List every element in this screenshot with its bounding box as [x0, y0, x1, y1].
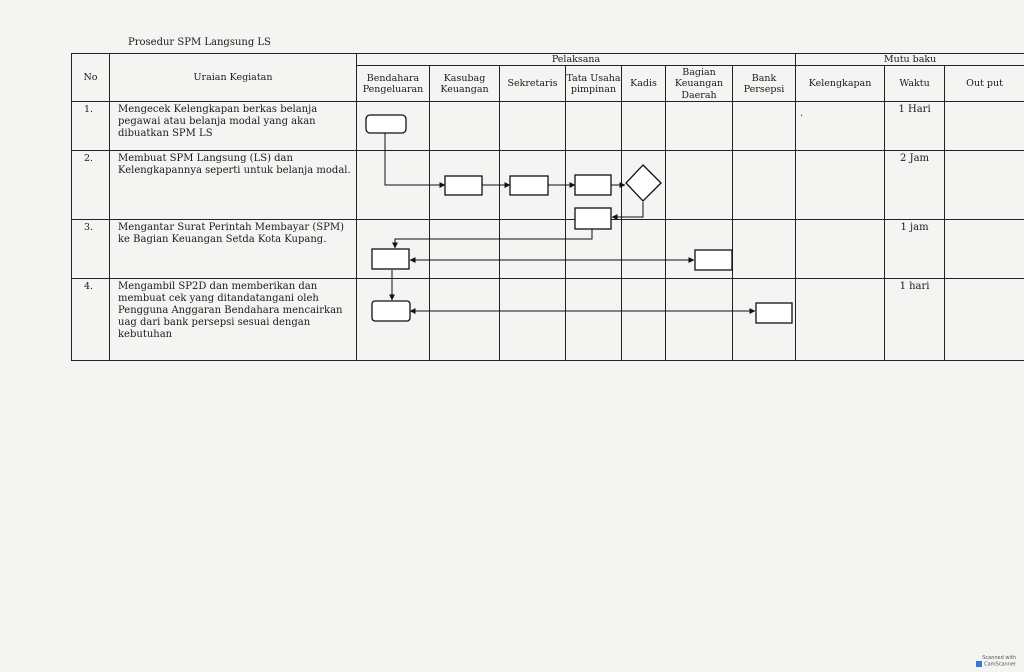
- row-number: 2.: [72, 151, 110, 220]
- cell-sekretaris: [500, 220, 566, 279]
- row-number: 1.: [72, 102, 110, 151]
- header-pelaksana: Pelaksana: [357, 54, 796, 66]
- cell-bagian-keuangan: [666, 220, 733, 279]
- header-bank-persepsi: Bank Persepsi: [733, 66, 796, 102]
- header-no: No: [72, 54, 110, 102]
- cell-bendahara: [357, 279, 430, 361]
- cell-bagian-keuangan: [666, 102, 733, 151]
- row-number: 3.: [72, 220, 110, 279]
- cell-bagian-keuangan: [666, 151, 733, 220]
- row-output: [945, 102, 1024, 151]
- cell-bendahara: [357, 102, 430, 151]
- row-output: [945, 279, 1024, 361]
- table-row: [72, 151, 1024, 220]
- header-output: Out put: [945, 66, 1024, 102]
- scan-watermark-line1: Scanned with: [982, 654, 1016, 661]
- header-bendahara: Bendahara Pengeluaran: [357, 66, 430, 102]
- cell-kasubag: [430, 102, 500, 151]
- cell-bendahara: [357, 220, 430, 279]
- document-title: Prosedur SPM Langsung LS: [128, 37, 271, 48]
- table-row: [72, 102, 1024, 151]
- scan-watermark: [976, 656, 1016, 669]
- table-row: [72, 279, 1024, 361]
- header-kelengkapan: Kelengkapan: [796, 66, 885, 102]
- cell-tata-usaha: [566, 151, 622, 220]
- scan-watermark-line2: CamScanner: [984, 661, 1016, 668]
- row-kelengkapan: [796, 279, 885, 361]
- cell-bank-persepsi: [733, 151, 796, 220]
- header-waktu: Waktu: [885, 66, 945, 102]
- cell-kasubag: [430, 220, 500, 279]
- cell-tata-usaha: [566, 102, 622, 151]
- row-waktu: 2 Jam: [885, 151, 945, 220]
- header-mutu-baku: Mutu baku: [796, 54, 1024, 66]
- row-kelengkapan: [796, 220, 885, 279]
- header-row-top: [72, 54, 1024, 66]
- cell-bagian-keuangan: [666, 279, 733, 361]
- header-sekretaris: Sekretaris: [500, 66, 566, 102]
- cell-tata-usaha: [566, 279, 622, 361]
- row-kelengkapan: [796, 151, 885, 220]
- header-bagian-keuangan: Bagian Keuangan Daerah: [666, 66, 733, 102]
- row-output: [945, 220, 1024, 279]
- cell-kasubag: [430, 279, 500, 361]
- row-number: 4.: [72, 279, 110, 361]
- cell-bendahara: [357, 151, 430, 220]
- cell-sekretaris: [500, 279, 566, 361]
- header-tata-usaha: Tata Usaha pimpinan: [566, 66, 622, 102]
- cell-tata-usaha: [566, 220, 622, 279]
- cell-bank-persepsi: [733, 220, 796, 279]
- row-description: Mengecek Kelengkapan berkas belanja pegawai atau belanja modal yang akan dibuatkan SPM LS: [110, 102, 357, 151]
- row-description: Mengantar Surat Perintah Membayar (SPM) ke Bagian Keuangan Setda Kota Kupang.: [110, 220, 357, 279]
- cell-kadis: [622, 220, 666, 279]
- cell-sekretaris: [500, 151, 566, 220]
- cell-bank-persepsi: [733, 102, 796, 151]
- cell-kadis: [622, 151, 666, 220]
- row-description: Membuat SPM Langsung (LS) dan Kelengkapannya seperti untuk belanja modal.: [110, 151, 357, 220]
- cell-kasubag: [430, 151, 500, 220]
- cell-kadis: [622, 279, 666, 361]
- cell-bank-persepsi: [733, 279, 796, 361]
- row-description: Mengambil SP2D dan memberikan dan membuat cek yang ditandatangani oleh Pengguna Anggaran Bendahara mencairkan uag dari bank persepsi sesuai dengan kebutuhan: [110, 279, 357, 361]
- header-kadis: Kadis: [622, 66, 666, 102]
- cell-kadis: [622, 102, 666, 151]
- procedure-table: [71, 53, 1024, 361]
- cell-sekretaris: [500, 102, 566, 151]
- row-kelengkapan: .: [796, 102, 885, 151]
- camscanner-icon: [976, 661, 982, 667]
- table-row: [72, 220, 1024, 279]
- header-uraian: Uraian Kegiatan: [110, 54, 357, 102]
- row-waktu: 1 Hari: [885, 102, 945, 151]
- header-kasubag: Kasubag Keuangan: [430, 66, 500, 102]
- row-waktu: 1 hari: [885, 279, 945, 361]
- row-output: [945, 151, 1024, 220]
- row-waktu: 1 jam: [885, 220, 945, 279]
